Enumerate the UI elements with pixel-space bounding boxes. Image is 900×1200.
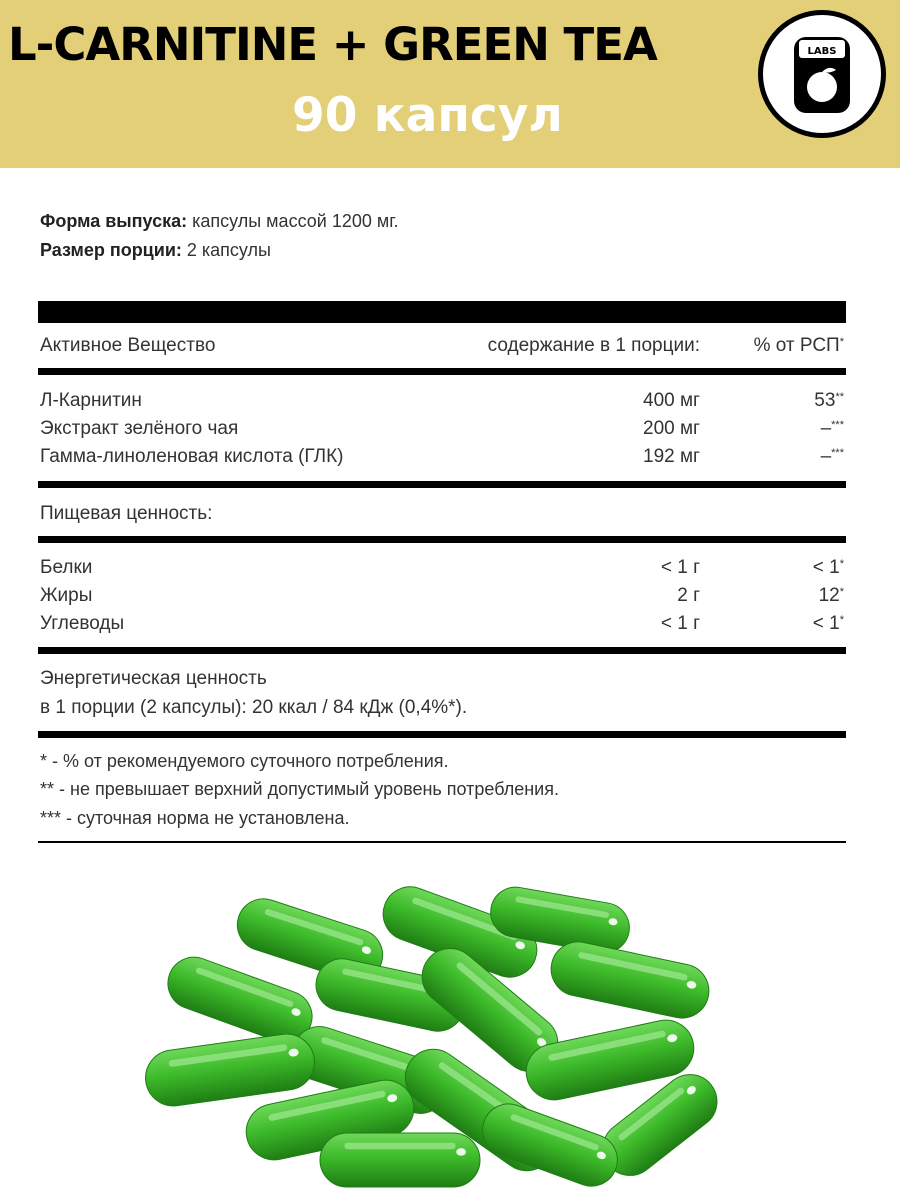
nutrition-name: Углеводы (40, 613, 125, 634)
table-row (40, 557, 844, 583)
product-title: L-CARNITINE + GREEN TEA (8, 18, 657, 71)
divider-bar (38, 731, 846, 738)
divider-bar (38, 647, 846, 654)
table-row (40, 446, 844, 472)
nutrition-name: Белки (40, 557, 93, 578)
column-content: содержание в 1 порции: (487, 335, 700, 356)
capsule-pile (142, 879, 728, 1190)
table-row (40, 390, 844, 416)
active-amount: 200 мг (643, 418, 700, 439)
footnote: *** - суточная норма не установлена. (40, 808, 350, 828)
release-form (40, 211, 399, 232)
capsule (546, 937, 714, 1023)
table-header-row (40, 335, 844, 361)
release-form-label: Форма выпуска: (40, 211, 188, 231)
active-rsp: –*** (820, 446, 844, 467)
header-banner (0, 0, 900, 168)
nutrition-rsp: 12* (818, 585, 844, 606)
nutrition-rsp: < 1* (812, 557, 844, 578)
jar-apple-icon (763, 15, 881, 133)
active-rsp: 53** (814, 390, 844, 411)
nutrition-rsp: < 1* (812, 613, 844, 634)
energy-title: Энергетическая ценность (40, 668, 267, 689)
capsule (142, 1030, 318, 1109)
bottom-line (38, 841, 846, 843)
table-row (40, 418, 844, 444)
nutrition-name: Жиры (40, 585, 93, 606)
nutrition-title: Пищевая ценность: (40, 503, 213, 524)
table-top-bar (38, 301, 846, 323)
table-row (40, 585, 844, 611)
active-name: Л-Карнитин (40, 390, 142, 411)
product-count: 90 капсул (292, 88, 563, 143)
release-form-value: капсулы массой 1200 мг. (187, 211, 399, 231)
active-rsp: –*** (820, 418, 844, 439)
nutrition-amount: < 1 г (660, 613, 700, 634)
nutrition-amount: < 1 г (660, 557, 700, 578)
nutrition-amount: 2 г (677, 585, 700, 606)
capsule (320, 1133, 480, 1187)
brand-logo (758, 10, 886, 138)
portion-size-label: Размер порции: (40, 240, 182, 260)
logo-text: LABS (807, 46, 837, 57)
divider-bar (38, 481, 846, 488)
divider-bar (38, 368, 846, 375)
energy-value: в 1 порции (2 капсулы): 20 ккал / 84 кДж (0,4%*). (40, 697, 468, 718)
column-substance: Активное Вещество (40, 335, 216, 356)
active-amount: 192 мг (643, 446, 700, 467)
column-rsp: % от РСП* (753, 335, 844, 356)
footnote: * - % от рекомендуемого суточного потребления. (40, 751, 449, 771)
table-row (40, 613, 844, 639)
portion-size-value: 2 капсулы (181, 240, 271, 260)
active-name: Гамма-линоленовая кислота (ГЛК) (40, 446, 344, 467)
active-name: Экстракт зелёного чая (40, 418, 239, 439)
portion-size (40, 240, 271, 261)
footnote: ** - не превышает верхний допустимый уровень потребления. (40, 779, 559, 799)
capsules-image (140, 870, 740, 1190)
capsule (475, 1097, 624, 1190)
divider-bar (38, 536, 846, 543)
active-amount: 400 мг (643, 390, 700, 411)
